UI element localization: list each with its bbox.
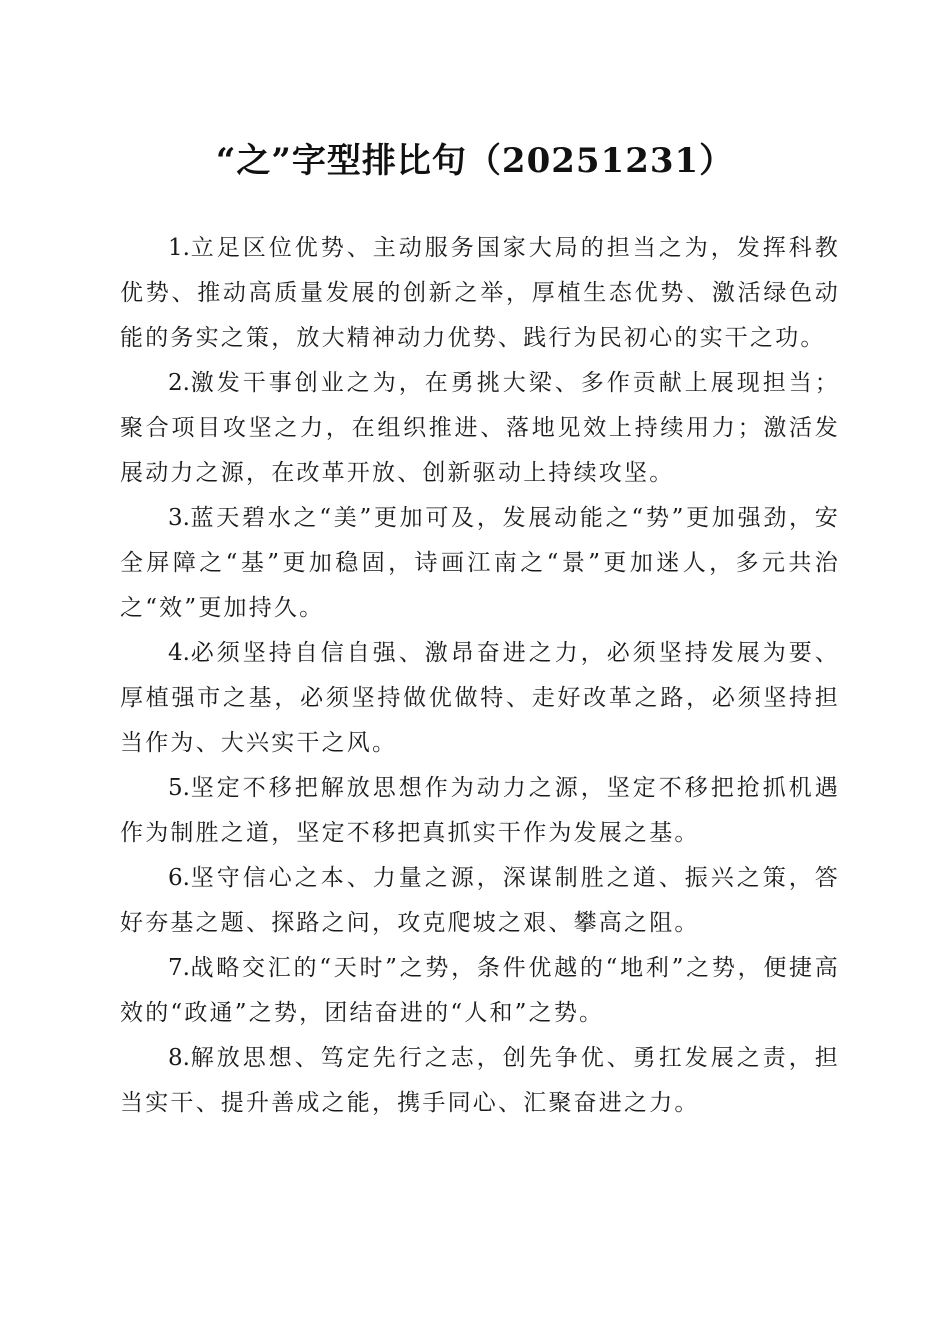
- paragraph-3: [120, 496, 840, 631]
- document-title: “之”字型排比句（20251231）: [215, 141, 735, 181]
- paragraph-number: 5.: [168, 775, 190, 801]
- paragraph-1: [120, 226, 840, 361]
- paragraph-5: [120, 766, 840, 856]
- paragraph-text: 战略交汇的“天时”之势，条件优越的“地利”之势，便捷高效的“政通”之势，团结奋进的“人和”之势。: [120, 955, 840, 1026]
- paragraph-7: [120, 946, 840, 1036]
- paragraph-number: 7.: [168, 955, 190, 981]
- paragraph-number: 2.: [168, 370, 190, 396]
- paragraph-8: [120, 1036, 840, 1126]
- paragraph-text: 必须坚持自信自强、激昂奋进之力，必须坚持发展为要、厚植强市之基，必须坚持做优做特、走好改革之路，必须坚持担当作为、大兴实干之风。: [120, 640, 840, 756]
- paragraph-number: 8.: [168, 1045, 190, 1071]
- paragraph-2: [120, 361, 840, 496]
- paragraph-number: 1.: [168, 235, 190, 261]
- paragraph-text: 蓝天碧水之“美”更加可及，发展动能之“势”更加强劲，安全屏障之“基”更加稳固，诗画江南之“景”更加迷人，多元共治之“效”更加持久。: [120, 505, 840, 621]
- paragraph-text: 激发干事创业之为，在勇挑大梁、多作贡献上展现担当；聚合项目攻坚之力，在组织推进、落地见效上持续用力；激活发展动力之源，在改革开放、创新驱动上持续攻坚。: [120, 370, 840, 486]
- paragraph-text: 立足区位优势、主动服务国家大局的担当之为，发挥科教优势、推动高质量发展的创新之举，厚植生态优势、激活绿色动能的务实之策，放大精神动力优势、践行为民初心的实干之功。: [120, 235, 840, 351]
- paragraph-number: 4.: [168, 640, 190, 666]
- paragraph-number: 6.: [168, 865, 190, 891]
- paragraph-text: 坚定不移把解放思想作为动力之源，坚定不移把抢抓机遇作为制胜之道，坚定不移把真抓实干作为发展之基。: [120, 775, 840, 846]
- paragraph-text: 解放思想、笃定先行之志，创先争优、勇扛发展之责，担当实干、提升善成之能，携手同心、汇聚奋进之力。: [120, 1045, 840, 1116]
- paragraph-number: 3.: [168, 505, 190, 531]
- paragraph-6: [120, 856, 840, 946]
- paragraph-4: [120, 631, 840, 766]
- paragraph-text: 坚守信心之本、力量之源，深谋制胜之道、振兴之策，答好夯基之题、探路之问，攻克爬坡之艰、攀高之阻。: [120, 865, 840, 936]
- document-body: [120, 226, 840, 1126]
